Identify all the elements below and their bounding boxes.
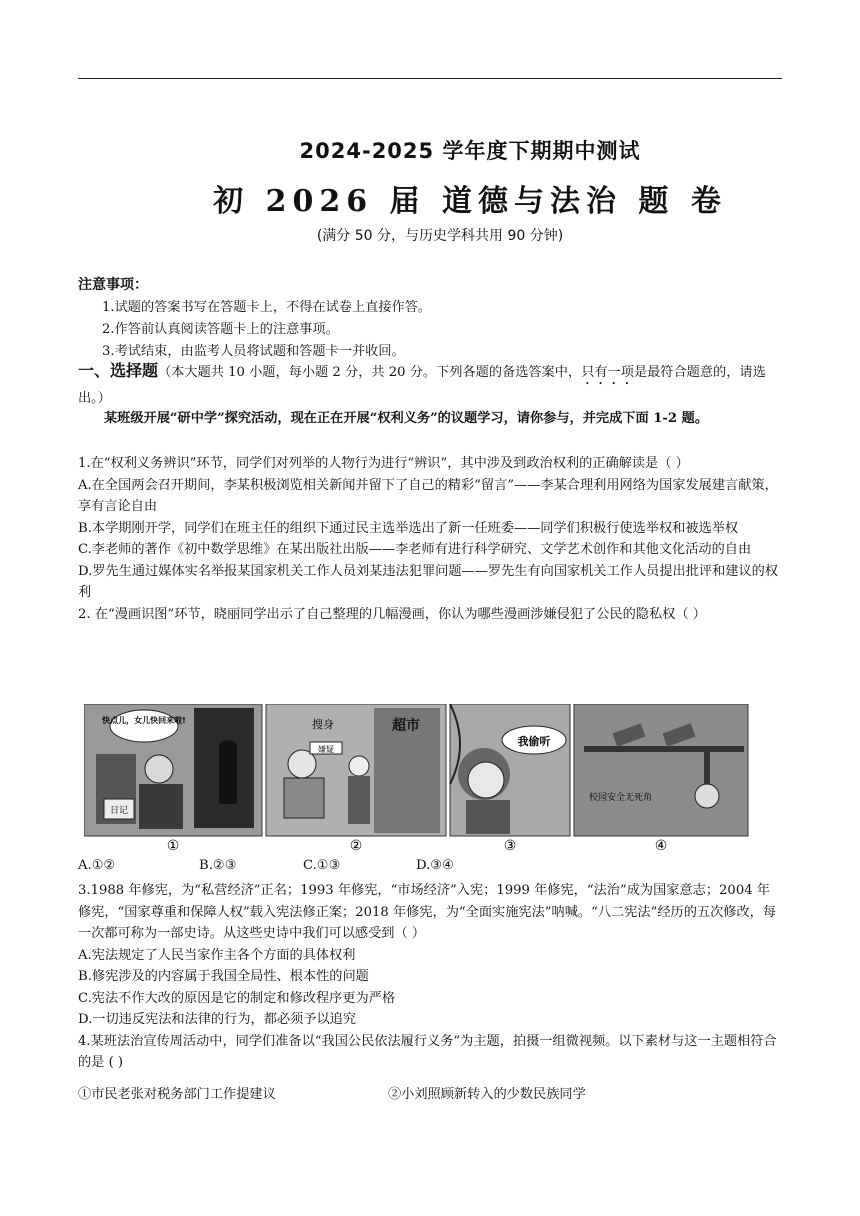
question-1 xyxy=(78,453,782,625)
question-2-options xyxy=(78,858,782,880)
exam-paper-title: 初 2026 届 道德与法治 题 卷 xyxy=(213,184,727,219)
option-d: D.一切违反宪法和法律的行为，都必须予以追究 xyxy=(78,1012,357,1027)
comic-suspect-tag: 嫌疑 xyxy=(318,745,334,754)
section-instructions-b: 是最符合题意的，请选出。） xyxy=(78,365,766,406)
comic-panel-3 xyxy=(450,704,570,836)
comic-bubble-text: 快点儿，女儿快回来啦! xyxy=(102,716,186,725)
comic-supermarket-sign: 超市 xyxy=(392,718,420,734)
question-stem: 2. 在“漫画识图”环节，晓丽同学出示了自己整理的几幅漫画，你认为哪些漫画涉嫌侵犯了公民的隐私权（ ） xyxy=(78,606,706,622)
panel-number: ② xyxy=(349,838,363,854)
question-3 xyxy=(78,880,782,1074)
exam-term-title: 2024-2025 学年度下期期中测试 xyxy=(299,139,641,163)
question-4-materials xyxy=(78,1083,782,1105)
option-c: C.宪法不作大改的原因是它的制定和修改程序更为严格 xyxy=(78,990,396,1006)
notice-item: 1.试题的答案书写在答题卡上，不得在试卷上直接作答。 xyxy=(102,300,432,315)
section-emphasis: 只有一项 xyxy=(581,365,634,380)
comic-panel-2 xyxy=(266,704,446,836)
section-one-intro xyxy=(78,360,782,410)
comic-strip xyxy=(84,704,752,854)
comic-search-label: 搜身 xyxy=(312,718,334,731)
comic-panel-1 xyxy=(84,704,262,836)
option-d: D.③④ xyxy=(416,858,454,873)
option-b: B.修宪涉及的内容属于我国全局性、根本性的问题 xyxy=(78,969,369,984)
notice-item: 2.作答前认真阅读答题卡上的注意事项。 xyxy=(102,322,339,337)
section-instructions-a: （本大题共 10 小题，每小题 2 分，共 20 分。下列各题的备选答案中， xyxy=(158,365,582,380)
question-stem: 3.1988 年修宪，为“私营经济”正名；1993 年修宪，“市场经济”入宪；1999 年修宪，“法治”成为国家意志；2004 年修宪，“国家尊重和保障人权”载入宪法修正案；2018 年修宪，为“全面实施宪法”呐喊。“八二宪法”经历的五次修改，每一次都可称为一部史诗。从这些史诗中我们可以感受到（ ） xyxy=(78,883,777,941)
panel-number: ④ xyxy=(654,838,668,854)
question-stem: 1.在“权利义务辨识”环节，同学们对列举的人物行为进行“辨识”，其中涉及到政治权利的正确解读是（ ） xyxy=(78,456,689,471)
comic-panel-4 xyxy=(574,704,748,836)
option-b: B.本学期刚开学，同学们在班主任的组织下通过民主选举选出了新一任班委——同学们积极行使选举权和被选举权 xyxy=(78,520,739,536)
option-d: D.罗先生通过媒体实名举报某国家机关工作人员刘某违法犯罪问题——罗先生有向国家机关工作人员提出批评和建议的权利 xyxy=(78,563,779,600)
option-a: A.宪法规定了人民当家作主各个方面的具体权利 xyxy=(78,947,356,963)
option-c: C.①③ xyxy=(303,858,341,873)
comic-eavesdrop-bubble: 我偷听 xyxy=(517,735,551,748)
option-b: B.②③ xyxy=(199,858,237,873)
comic-diary-label: 日记 xyxy=(109,806,129,816)
section-title: 一、选择题 xyxy=(78,361,159,380)
question-stem: 4.某班法治宣传周活动中，同学们准备以“我国公民依法履行义务”为主题，拍摄一组微视频。以下素材与这一主题相符合的是 ( ) xyxy=(78,1033,777,1070)
exam-score-note: (满分 50 分，与历史学科共用 90 分钟) xyxy=(316,228,564,244)
material-1: ①市民老张对税务部门工作提建议 xyxy=(78,1087,276,1102)
option-c: C.李老师的著作《初中数学思维》在某出版社出版——李老师有进行科学研究、文学艺术创作和其他文化活动的自由 xyxy=(78,542,752,557)
notice-item: 3.考试结束，由监考人员将试题和答题卡一并收回。 xyxy=(102,344,405,359)
notice-title: 注意事项： xyxy=(78,277,148,293)
panel-number: ③ xyxy=(503,838,517,854)
panel-number: ① xyxy=(166,838,180,854)
comic-campus-text: 校园安全无死角 xyxy=(589,793,653,803)
option-a: A.①② xyxy=(78,858,116,873)
header-rule xyxy=(78,78,782,79)
material-2: ②小刘照顾新转入的少数民族同学 xyxy=(388,1087,586,1102)
option-a: A.在全国两会召开期间，李某积极浏览相关新闻并留下了自己的精彩“留言”——李某合理利用网络为国家发展建言献策，享有言论自由 xyxy=(78,477,778,514)
context-paragraph: 某班级开展“研中学”探究活动，现在正在开展“权利义务”的议题学习，请你参与，并完成下面 1-2 题。 xyxy=(104,411,709,426)
